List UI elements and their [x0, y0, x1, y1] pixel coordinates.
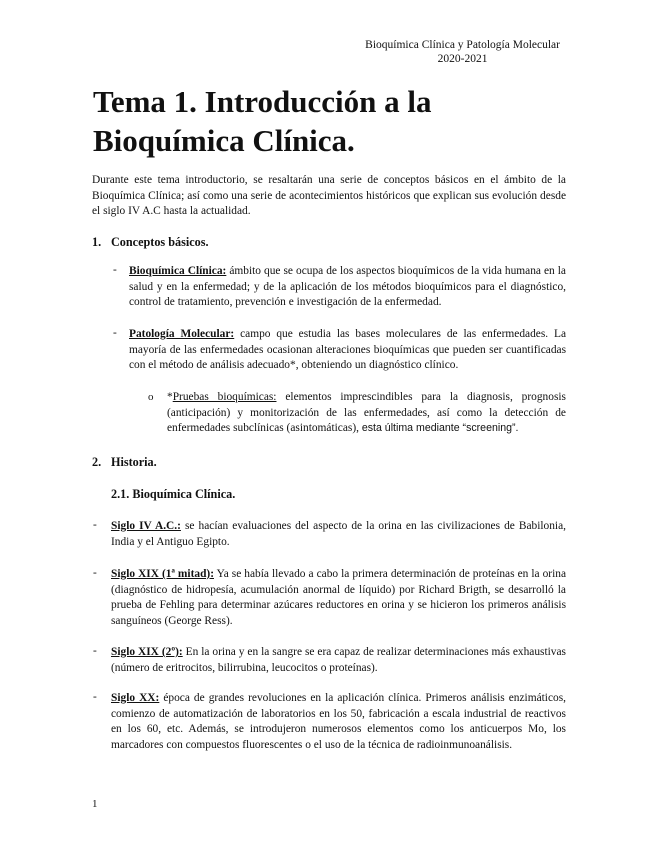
list-bullet: -: [93, 567, 97, 579]
list-bullet: -: [93, 645, 97, 657]
sub-bullet: o: [148, 391, 154, 403]
intro-paragraph: Durante este tema introductorio, se resaltarán una serie de conceptos básicos en el ámbito de la Bioquímica Clínica; así como una serie de acontecimientos históricos que explican sus evolución desde el siglo IV A.C hasta la actualidad.: [92, 174, 566, 218]
term-label: Pruebas bioquímicas:: [172, 391, 277, 403]
history-item: Siglo XIX (1ª mitad): Ya se había llevado a cabo la primera determinación de proteínas en la orina (diagnóstico de hidropesía, acumulación anormal de líquido) por Richard Brigth, se desarrolló la prueba de Fehling para determinar azúcares reductores en orina y se hicieron los primeros análisis sanguíneos (George Ress).: [111, 568, 567, 627]
definition-bioquimica: Bioquímica Clínica: ámbito que se ocupa de los aspectos bioquímicos de la vida humana en la salud y en la enfermedad; y de la aplicación de los métodos bioquímicos para el diagnóstico, control de tratamiento, prevención e investigación de la enfermedad.: [129, 265, 566, 309]
term-label: Siglo XIX (1ª mitad):: [111, 568, 214, 580]
subsection-heading: 2.1. Bioquímica Clínica.: [111, 487, 236, 501]
section-1-number: 1.: [92, 235, 102, 249]
history-item: Siglo IV A.C.: se hacían evaluaciones del aspecto de la orina en las civilizaciones de Babilonia, India y el Antiguo Egipto.: [111, 520, 567, 548]
history-item: Siglo XIX (2º): En la orina y en la sangre se era capaz de realizar determinaciones más exhaustivas (número de eritrocitos, bilirrubina, leucocitos o proteínas).: [111, 646, 566, 674]
section-2-number: 2.: [92, 455, 102, 469]
term-label: Siglo XIX (2º):: [111, 646, 183, 658]
list-bullet: -: [113, 327, 117, 339]
section-2-heading: Historia.: [111, 455, 157, 469]
page-number: 1: [92, 798, 98, 810]
list-bullet: -: [93, 519, 97, 531]
list-bullet: -: [113, 264, 117, 276]
definition-patologia: Patología Molecular: campo que estudia las bases moleculares de las enfermedades. La mayoría de las enfermedades ocasionan alteraciones bioquímicas que pueden ser cuantificadas con el método de análisis adecuado*, obteniendo un diagnóstico clínico.: [129, 328, 567, 372]
definition-pruebas: *Pruebas bioquímicas: elementos imprescindibles para la diagnosis, prognosis (anticipación) y monitorización de las enfermedades, así como la detección de enfermedades subclínicas (asintomáticas), esta última mediante “screening”.: [167, 391, 566, 435]
header-course: Bioquímica Clínica y Patología Molecular: [365, 39, 560, 51]
page-title: Tema 1. Introducción a la Bioquímica Clínica.: [93, 84, 432, 158]
term-label: Siglo XX:: [111, 692, 160, 704]
list-bullet: -: [93, 691, 97, 703]
term-label: Patología Molecular:: [129, 328, 235, 340]
section-1-heading: Conceptos básicos.: [111, 235, 209, 249]
term-label: Bioquímica Clínica:: [129, 265, 227, 277]
header-year: 2020-2021: [437, 53, 488, 65]
running-header: [365, 38, 560, 66]
history-item: Siglo XX: época de grandes revoluciones en la aplicación clínica. Primeros análisis enzimáticos, comienzo de automatización de laboratorios en los 50, fabricación a escala industrial de reactivos en los 60, etc. Además, se introdujeron numerosos elementos como los anticuerpos Mo, los marcadores con compuestos fluorescentes o el uso de la técnica de radioinmunoanálisis.: [111, 692, 566, 751]
term-label: Siglo IV A.C.:: [111, 520, 181, 532]
